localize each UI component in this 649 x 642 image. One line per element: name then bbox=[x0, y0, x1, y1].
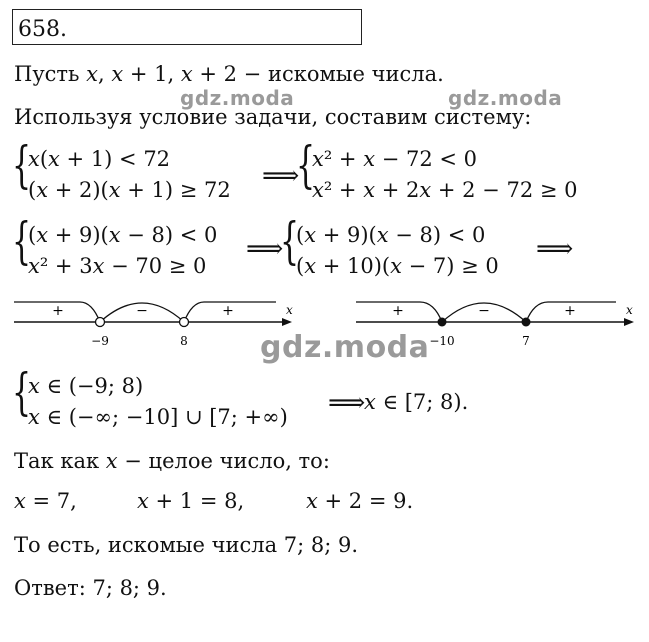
system4-line-b: (𝑥 + 10)(𝑥 − 7) ≥ 0 bbox=[296, 254, 499, 278]
filled-point bbox=[438, 318, 447, 327]
implies-arrow: ⟹ bbox=[246, 234, 284, 264]
system3-line-a: (𝑥 + 9)(𝑥 − 8) < 0 bbox=[28, 223, 218, 247]
sign-label: − bbox=[136, 303, 148, 319]
equation-3: 𝑥 + 2 = 9. bbox=[306, 489, 414, 513]
result-line: 𝑥 ∈ [7; 8). bbox=[364, 390, 469, 414]
problem-number-box bbox=[12, 9, 362, 45]
sign-label: + bbox=[392, 303, 404, 319]
answer-line: Ответ: 7; 8; 9. bbox=[14, 576, 167, 600]
filled-point bbox=[522, 318, 531, 327]
equation-2: 𝑥 + 1 = 8, bbox=[137, 489, 245, 513]
sign-label: + bbox=[564, 303, 576, 319]
equation-1: 𝑥 = 7, bbox=[14, 489, 77, 513]
axis-label: x bbox=[626, 303, 633, 317]
brace-icon: { bbox=[280, 212, 300, 270]
axis-label: x bbox=[286, 303, 293, 317]
sign-label: + bbox=[222, 303, 234, 319]
watermark: gdz.moda bbox=[448, 86, 563, 110]
tick-label: −10 bbox=[429, 334, 455, 348]
system5-line-a: 𝑥 ∈ (−9; 8) bbox=[28, 374, 144, 398]
system1-line-a: 𝑥(𝑥 + 1) < 72 bbox=[28, 147, 171, 171]
system2-line-b: 𝑥² + 𝑥 + 2𝑥 + 2 − 72 ≥ 0 bbox=[312, 178, 578, 202]
system3-line-b: 𝑥² + 3𝑥 − 70 ≥ 0 bbox=[28, 254, 207, 278]
axis-arrow-icon bbox=[624, 318, 634, 326]
implies-arrow: ⟹ bbox=[536, 234, 574, 264]
brace-icon: { bbox=[12, 136, 32, 194]
implies-arrow: ⟹ bbox=[328, 388, 366, 418]
sign-label: + bbox=[52, 303, 64, 319]
conclusion-line: То есть, искомые числа 7; 8; 9. bbox=[14, 533, 359, 557]
implies-arrow: ⟹ bbox=[262, 161, 300, 191]
integer-line: Так как 𝑥 − целое число, то: bbox=[14, 449, 330, 473]
brace-icon: { bbox=[12, 363, 32, 421]
tick-label: 8 bbox=[180, 334, 188, 348]
system5-line-b: 𝑥 ∈ (−∞; −10] ∪ [7; +∞) bbox=[28, 405, 288, 429]
tick-label: 7 bbox=[522, 334, 530, 348]
tick-label: −9 bbox=[91, 334, 109, 348]
sign-label: − bbox=[478, 303, 490, 319]
brace-icon: { bbox=[296, 136, 316, 194]
brace-icon: { bbox=[12, 212, 32, 270]
system-intro-line: Используя условие задачи, составим систему: bbox=[14, 105, 532, 129]
system1-line-b: (𝑥 + 2)(𝑥 + 1) ≥ 72 bbox=[28, 178, 231, 202]
problem-number: 658. bbox=[18, 17, 67, 42]
system2-line-a: 𝑥² + 𝑥 − 72 < 0 bbox=[312, 147, 478, 171]
system4-line-a: (𝑥 + 9)(𝑥 − 8) < 0 bbox=[296, 223, 486, 247]
watermark: gdz.moda bbox=[180, 86, 295, 110]
watermark: gdz.moda bbox=[260, 330, 430, 365]
intro-line: Пусть 𝑥, 𝑥 + 1, 𝑥 + 2 − искомые числа. bbox=[14, 62, 444, 86]
